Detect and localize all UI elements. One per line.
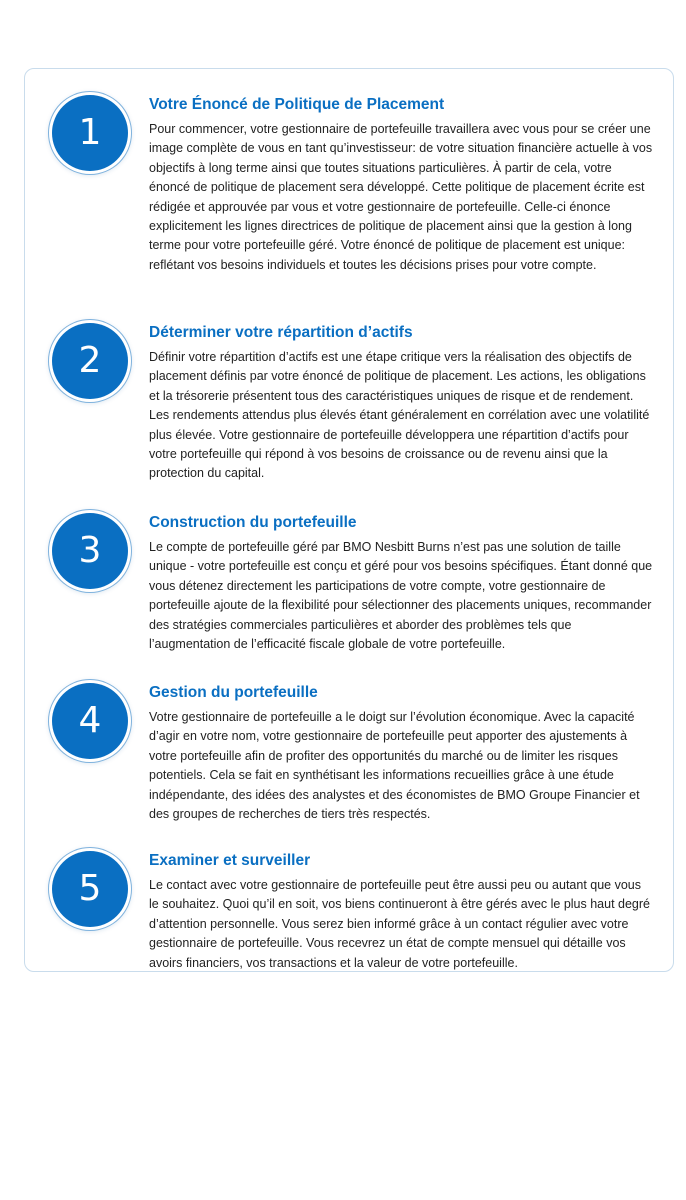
step-description: Le contact avec votre gestionnaire de portefeuille peut être aussi peu ou autant que vous le souhaitez. Quoi qu’il en soit, vos biens continueront à être gérés avec le plus haut degré d’attention personnelle. Vous serez bien informé grâce à un contact régulier avec votre gestionnaire de portefeuille. Vous recevrez un état de compte mensuel qui détaille vos avoirs financiers, vos transactions et la valeur de votre portefeuille. xyxy=(149,878,651,970)
step-description: Pour commencer, votre gestionnaire de portefeuille travaillera avec vous pour se créer une image complète de vous en tant qu’investisseur: de votre situation financière actuelle à vos objectifs à long terme ainsi que toutes situations particulières. À partir de cela, votre énoncé de politique de placement sera développé. Cette politique de placement écrite est rédigée et approuvée par vous et votre gestionnaire de portefeuille. Celle-ci énonce explicitement les lignes directrices de politique de placement ainsi que la gestion à long terme pour votre portefeuille géré. Votre énoncé de politique de placement est unique: reflétant vos besoins individuels et toutes les décisions prises pour votre compte. xyxy=(149,122,653,272)
step-title: Examiner et surveiller xyxy=(149,852,311,869)
step-number-badge: 2 xyxy=(52,323,128,399)
step-content xyxy=(149,513,653,654)
step-title: Gestion du portefeuille xyxy=(149,684,318,701)
step-description: Le compte de portefeuille géré par BMO Nesbitt Burns n’est pas une solution de taille unique - votre portefeuille est conçu et géré pour vos besoins spécifiques. Étant donné que vous détenez directement les participations de votre compte, votre gestionnaire de portefeuille ajoute de la flexibilité pour sélectionner des placements uniques, recommander des stratégies commerciales particulières et aborder des problèmes tels que l’augmentation de l’efficacité fiscale globale de votre portefeuille. xyxy=(149,540,653,652)
step-number-badge: 4 xyxy=(52,683,128,759)
step-number-badge: 1 xyxy=(52,95,128,171)
step-content xyxy=(149,323,653,484)
step-title: Déterminer votre répartition d’actifs xyxy=(149,324,413,341)
step-content xyxy=(149,95,653,275)
step-number-badge: 5 xyxy=(52,851,128,927)
step-title: Construction du portefeuille xyxy=(149,514,357,531)
step-content xyxy=(149,683,653,824)
step-number-badge: 3 xyxy=(52,513,128,589)
step-description: Définir votre répartition d’actifs est une étape critique vers la réalisation des objectifs de placement définis par votre énoncé de politique de placement. Les actions, les obligations et la trésorerie présentent tous des caractéristiques uniques de risque et de rendement. Les rendements attendus plus élevés étant généralement en corrélation avec une volatilité plus élevée. Votre gestionnaire de portefeuille développera une répartition d’actifs pour votre portefeuille qui répond à vos besoins de croissance ou de revenu ainsi que la protection du capital. xyxy=(149,350,650,481)
step-title: Votre Énoncé de Politique de Placement xyxy=(149,96,445,113)
step-description: Votre gestionnaire de portefeuille a le doigt sur l’évolution économique. Avec la capacité d’agir en votre nom, votre gestionnaire de portefeuille peut apporter des ajustements à votre portefeuille afin de profiter des opportunités du marché ou de limiter les risques potentiels. Cela se fait en synthétisant les informations recueillies grâce à une étude indépendante, des idées des analystes et des économistes de BMO Groupe Financier et des groupes de recherches de tiers très respectés. xyxy=(149,710,640,822)
process-steps-card xyxy=(24,68,674,972)
step-content xyxy=(149,851,653,973)
